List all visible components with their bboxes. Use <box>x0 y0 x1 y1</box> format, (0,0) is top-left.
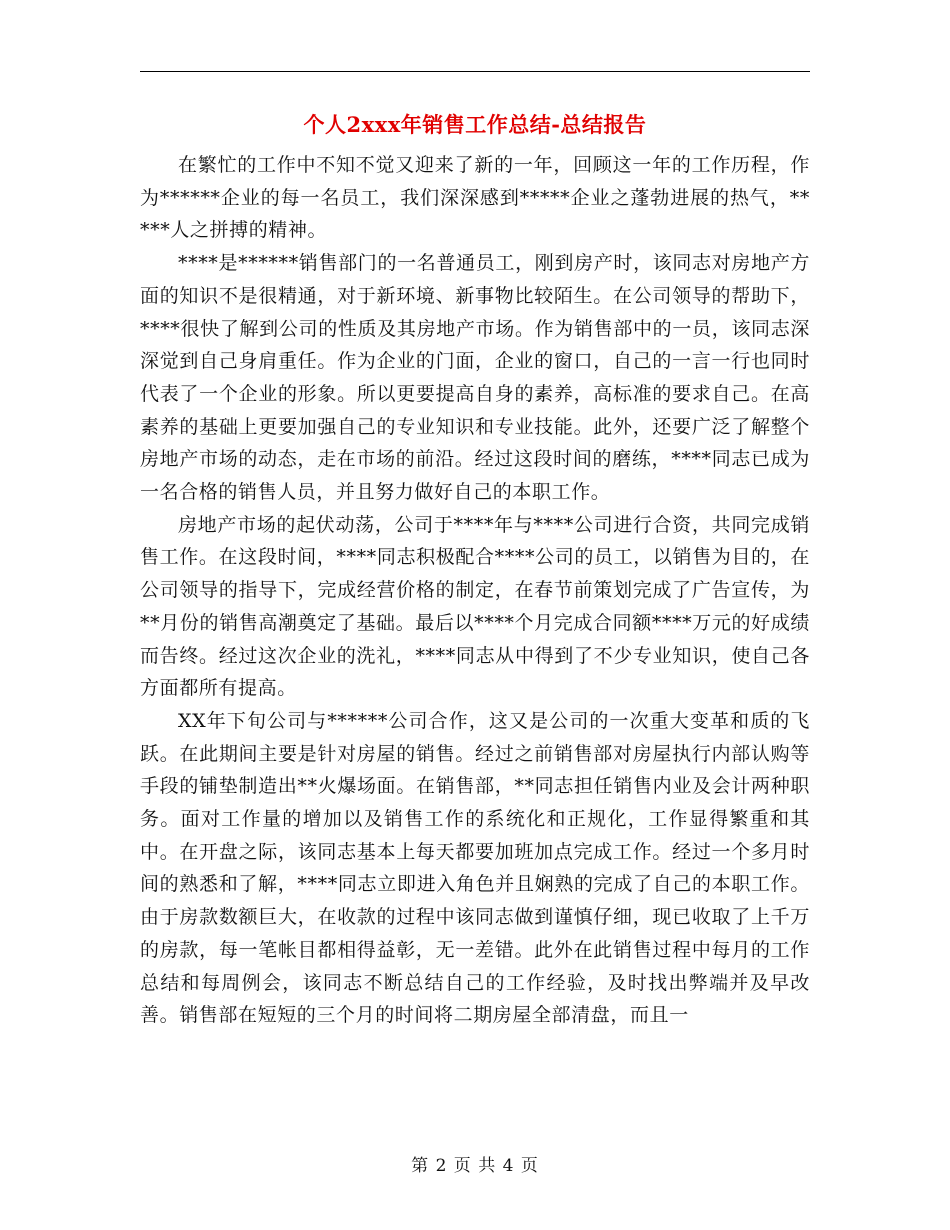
page-number: 第 2 页 共 4 页 <box>411 1156 539 1176</box>
paragraph-cooperation: XX年下旬公司与******公司合作，这又是公司的一次重大变革和质的飞跃。在此期间主要是针对房屋的销售。经过之前销售部对房屋执行内部认购等手段的铺垫制造出**火爆场面。在销售部，**同志担任销售内业及会计两种职务。面对工作量的增加以及销售工作的系统化和正规化，工作显得繁重和其中。在开盘之际，该同志基本上每天都要加班加点完成工作。经过一个多月时间的熟悉和了解，****同志立即进入角色并且娴熟的完成了自己的本职工作。由于房款数额巨大，在收款的过程中该同志做到谨慎仔细，现已收取了上千万的房款，每一笔帐目都相得益彰，无一差错。此外在此销售过程中每月的工作总结和每周例会，该同志不断总结自己的工作经验，及时找出弊端并及早改善。销售部在短短的三个月的时间将二期房屋全部清盘，而且一 <box>140 709 810 1027</box>
document-title: 个人2xxx年销售工作总结-总结报告 <box>303 112 647 137</box>
paragraph-employee-growth: ****是******销售部门的一名普通员工，刚到房产时，该同志对房地产方面的知识不是很精通，对于新环境、新事物比较陌生。在公司领导的帮助下，****很快了解到公司的性质及其房地产市场。作为销售部中的一员，该同志深深觉到自己身肩重任。作为企业的门面，企业的窗口，自己的一言一行也同时代表了一个企业的形象。所以更要提高自身的素养，高标准的要求自己。在高素养的基础上更要加强自己的专业知识和专业技能。此外，还要广泛了解整个房地产市场的动态，走在市场的前沿。经过这段时间的磨练，****同志已成为一名合格的销售人员，并且努力做好自己的本职工作。 <box>140 252 810 504</box>
document-body <box>140 149 810 1032</box>
header-rule <box>140 71 810 72</box>
paragraph-joint-venture: 房地产市场的起伏动荡，公司于****年与****公司进行合资，共同完成销售工作。在这段时间，****同志积极配合****公司的员工，以销售为目的，在公司领导的指导下，完成经营价格的制定，在春节前策划完成了广告宣传，为**月份的销售高潮奠定了基础。最后以****个月完成合同额****万元的好成绩而告终。经过这次企业的洗礼，****同志从中得到了不少专业知识，使自己各方面都所有提高。 <box>140 513 810 700</box>
paragraph-intro: 在繁忙的工作中不知不觉又迎来了新的一年，回顾这一年的工作历程，作为******企业的每一名员工，我们深深感到*****企业之蓬勃进展的热气，*****人之拼搏的精神。 <box>140 154 810 242</box>
